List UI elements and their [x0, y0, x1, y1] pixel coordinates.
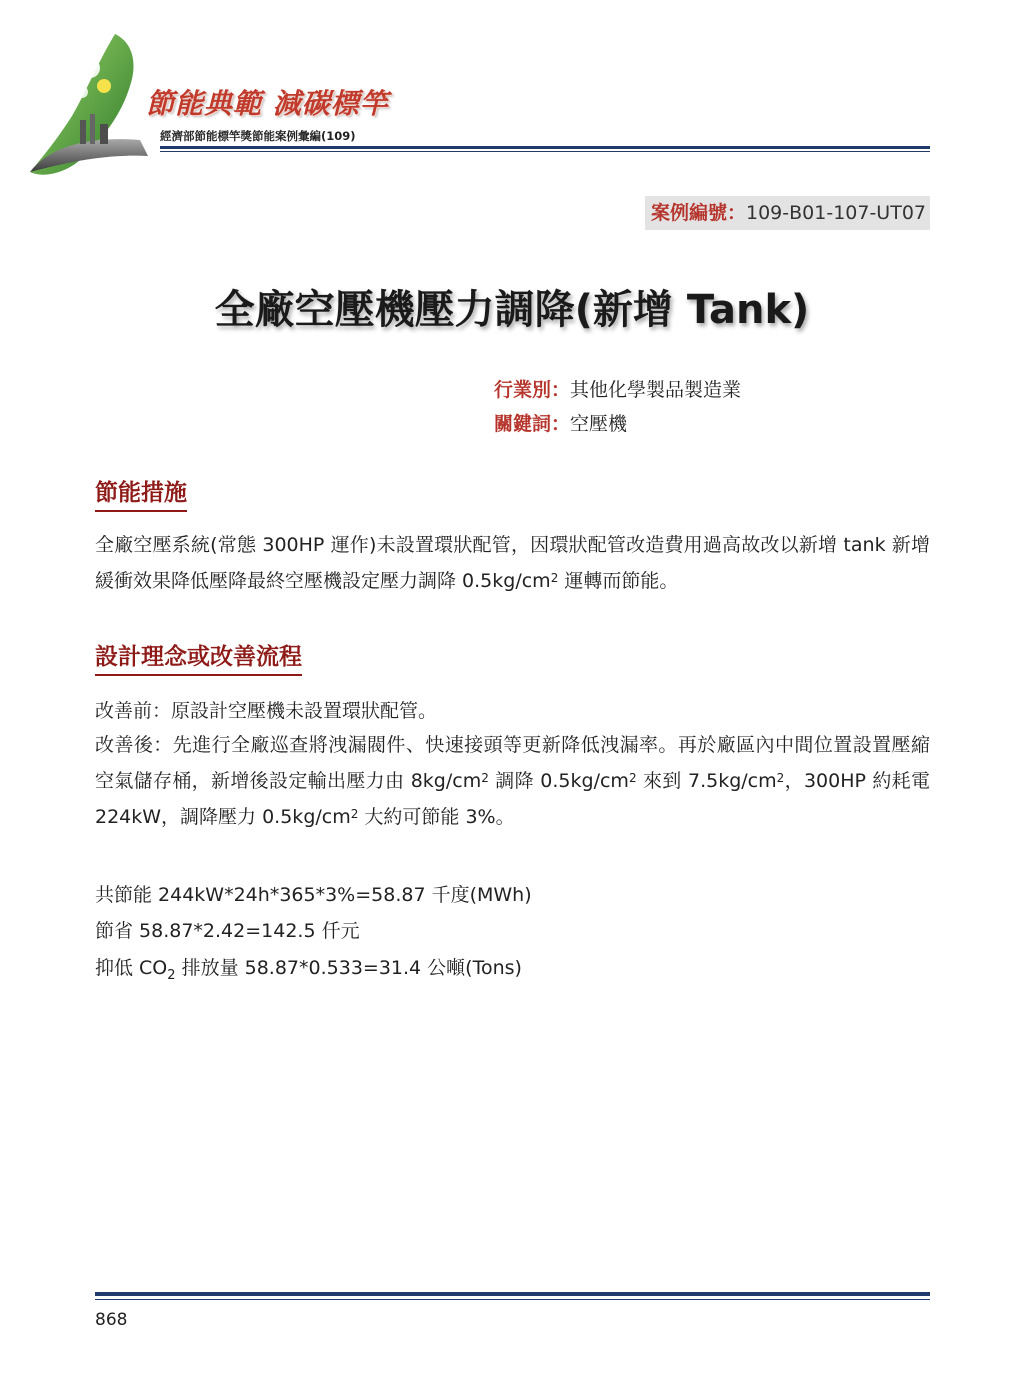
design-after-sup-4: 2 [350, 807, 359, 821]
section-heading-design: 設計理念或改善流程 [95, 638, 302, 676]
keyword-value: 空壓機 [570, 413, 628, 435]
result-co2-sub: 2 [167, 968, 176, 983]
result-co2 [95, 953, 522, 983]
measures-paragraph [95, 527, 930, 599]
footer-rule [95, 1292, 930, 1296]
design-after-3: 來到 7.5kg/cm [636, 770, 777, 792]
keyword-label: 關鍵詞： [494, 413, 571, 435]
design-after-sup-1: 2 [481, 771, 489, 785]
design-before: 改善前：原設計空壓機未設置環狀配管。 [95, 700, 438, 722]
case-number [645, 196, 930, 230]
keyword-row [494, 409, 627, 436]
page-number: 868 [95, 1310, 128, 1330]
measures-text-2: 運轉而節能。 [558, 570, 679, 592]
page-title: 全廠空壓機壓力調降(新增 Tank) [214, 287, 810, 333]
design-after-sup-2: 2 [628, 771, 637, 785]
footer-rule-thin [95, 1299, 930, 1300]
header-rule-thin [160, 151, 930, 152]
brand-subtitle: 經濟部節能標竿獎節能案例彙編(109) [160, 129, 356, 143]
result-cost: 節省 58.87*2.42=142.5 仟元 [95, 920, 360, 942]
design-after-1: 改善後：先進行全廠巡查將洩漏閥件、快速接頭等更新降低洩漏率。再於廠區內中間位置設置壓縮空氣儲存桶，新增後設定輸出壓力由 8kg/cm [95, 734, 930, 792]
result-co2-pre: 抑低 CO [95, 957, 168, 979]
section-heading-measures: 節能措施 [95, 474, 187, 512]
design-after-sup-3: 2 [776, 771, 785, 785]
design-after-4: ，300HP 約耗電 224kW，調降壓力 0.5kg/cm [95, 770, 931, 828]
design-after-2: 調降 0.5kg/cm [488, 770, 629, 792]
industry-label: 行業別： [494, 379, 571, 401]
header-rule [160, 146, 930, 149]
industry-row [494, 375, 741, 402]
result-energy: 共節能 244kW*24h*365*3%=58.87 千度(MWh) [95, 884, 532, 906]
result-co2-post: 排放量 58.87*0.533=31.4 公噸(Tons) [175, 957, 522, 979]
page-header [0, 0, 1024, 190]
design-after-5: 大約可節能 3%。 [358, 806, 515, 828]
measures-sup: 2 [550, 571, 559, 585]
industry-value: 其他化學製品製造業 [570, 379, 742, 401]
design-after-paragraph [95, 727, 930, 835]
case-number-value: 109-B01-107-UT07 [746, 202, 926, 224]
brand-title: 節能典範 減碳標竿 [146, 87, 389, 120]
case-number-label: 案例編號： [650, 202, 746, 224]
measures-text-1: 全廠空壓系統(常態 300HP 運作)未設置環狀配管，因環狀配管改造費用過高故改以新增 tank 新增緩衝效果降低壓降最終空壓機設定壓力調降 0.5kg/cm [95, 534, 930, 592]
